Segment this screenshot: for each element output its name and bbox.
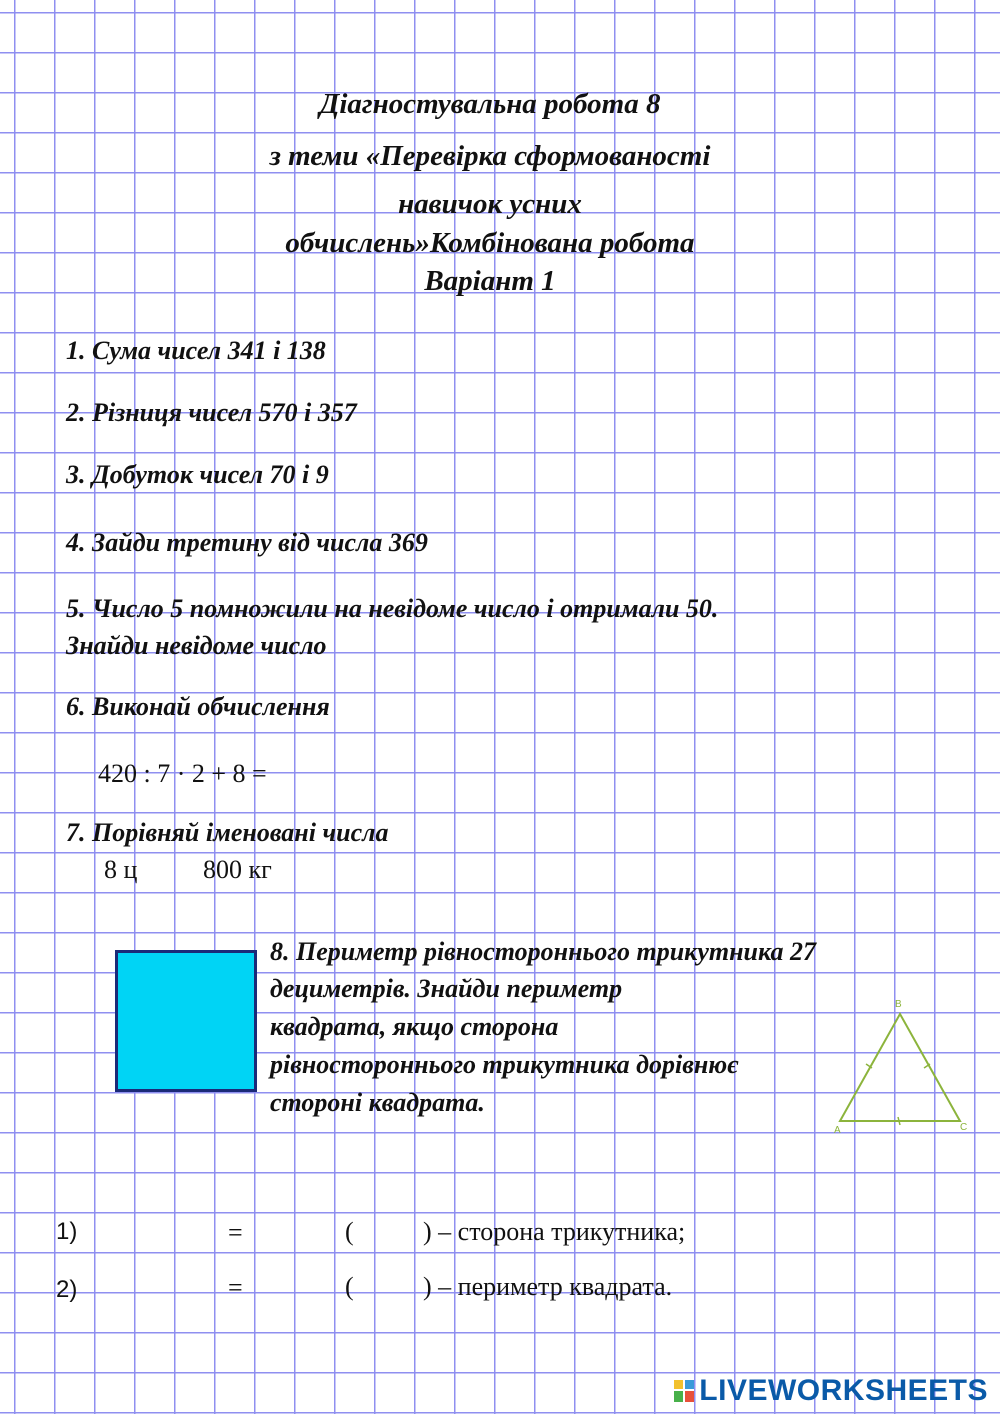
liveworksheets-logo <box>673 1374 988 1408</box>
answer-2-caption: ) – периметр квадрата. <box>423 1272 673 1301</box>
task-8-line-5: стороні квадрата. <box>270 1088 485 1117</box>
task-7: 7. Порівняй іменовані числа <box>66 818 389 847</box>
answer-1-equals: = <box>228 1218 243 1247</box>
task-8-line-2: дециметрів. Знайди периметр <box>270 974 623 1003</box>
task-5-line-2: Знайди невідоме число <box>66 631 327 660</box>
task-4: 4. Зайди третину від числа 369 <box>66 528 428 557</box>
title-line-3: навичок усних <box>398 188 582 220</box>
triangle-figure <box>826 996 976 1138</box>
triangle-vertex-c: C <box>960 1122 968 1133</box>
title-line-2: з теми «Перевірка сформованості <box>269 140 711 172</box>
task-7-right-value: 800 кг <box>203 855 272 884</box>
task-6-expression: 420 : 7 · 2 + 8 = <box>98 759 267 788</box>
liveworksheets-wordmark: LIVEWORKSHEETS <box>699 1374 988 1407</box>
answer-2-open-paren: ( <box>345 1272 354 1301</box>
task-6: 6. Виконай обчислення <box>66 692 330 721</box>
answer-2-equals: = <box>228 1273 243 1302</box>
task-8-line-4: рівностороннього трикутника дорівнює <box>270 1050 739 1079</box>
triangle-vertex-a: A <box>834 1125 841 1136</box>
task-7-left-value: 8 ц <box>104 855 138 884</box>
task-8-line-3: квадрата, якщо сторона <box>270 1012 559 1041</box>
triangle-vertex-b: B <box>895 999 902 1010</box>
title-line-1: Діагностувальна робота 8 <box>319 88 661 120</box>
square-figure <box>115 950 257 1092</box>
answer-1-open-paren: ( <box>345 1217 354 1246</box>
answer-2-number: 2) <box>56 1276 78 1303</box>
answer-1-caption: ) – сторона трикутника; <box>423 1217 686 1246</box>
answer-1-number: 1) <box>56 1218 78 1245</box>
task-8-line-1: 8. Периметр рівностороннього трикутника 27 <box>270 937 817 966</box>
task-2: 2. Різниця чисел 570 і 357 <box>66 398 357 427</box>
task-5-line-1: 5. Число 5 помножили на невідоме число і отримали 50. <box>66 594 719 623</box>
variant-label: Варіант 1 <box>424 265 556 297</box>
task-1: 1. Сума чисел 341 і 138 <box>66 336 326 365</box>
liveworksheets-icon <box>673 1379 695 1403</box>
title-line-4: обчислень»Комбінована робота <box>285 227 695 259</box>
task-3: 3. Добуток чисел 70 і 9 <box>66 460 329 489</box>
